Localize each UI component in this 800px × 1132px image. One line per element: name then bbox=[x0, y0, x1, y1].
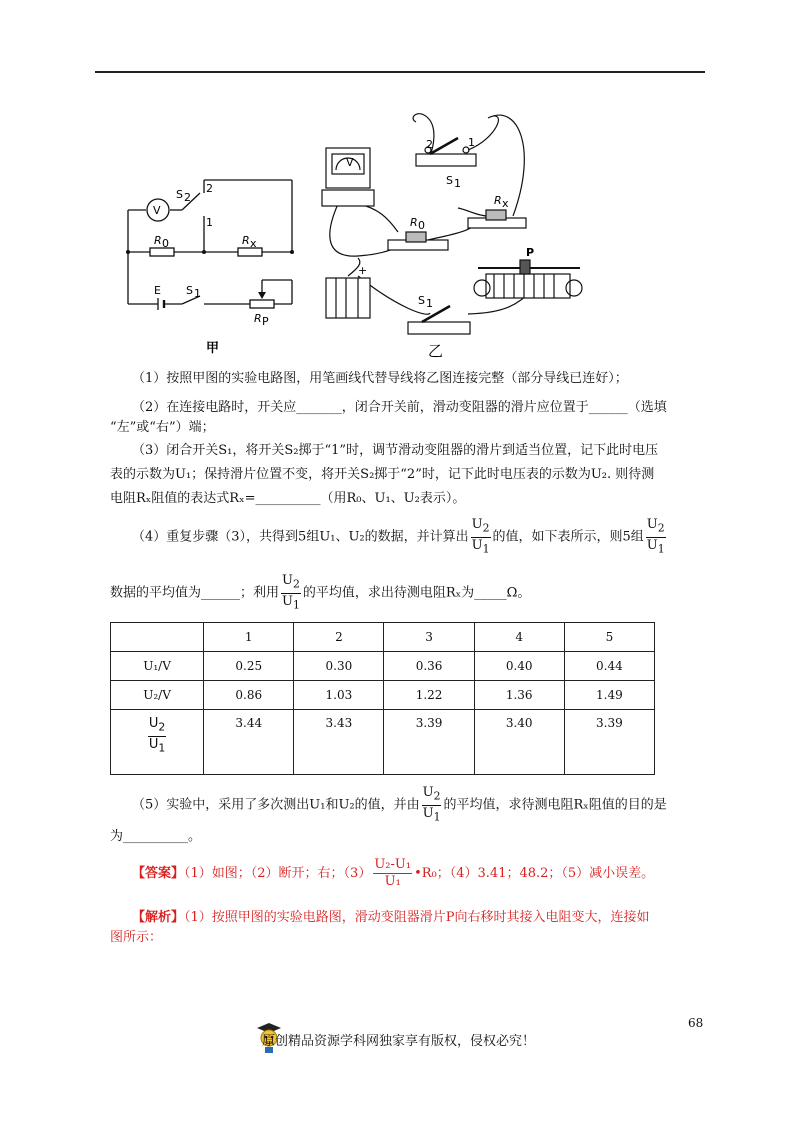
svg-text:1: 1 bbox=[426, 297, 433, 310]
table-cell: 1.22 bbox=[384, 681, 474, 710]
question-2-line2: “左”或“右”）端； bbox=[110, 420, 215, 435]
answer-fraction: $\frac{\text{U₂-U₁}}{\text{U₁}}$ bbox=[374, 857, 412, 889]
svg-text:R: R bbox=[254, 312, 262, 325]
table-cell: 0.86 bbox=[204, 681, 294, 710]
svg-text:E: E bbox=[154, 284, 161, 297]
table-cell: 3.43 bbox=[294, 710, 384, 775]
svg-text:S: S bbox=[176, 188, 183, 201]
svg-text:1: 1 bbox=[206, 216, 213, 229]
svg-text:2: 2 bbox=[206, 182, 213, 195]
table-row-label bbox=[111, 710, 204, 775]
question-1: （1）按照甲图的实验电路图，用笔画线代替导线将乙图连接完整（部分导线已连好）； bbox=[132, 371, 628, 386]
fraction-u2-over-u1: $\frac{U_2}{U_1}$ bbox=[422, 785, 441, 824]
svg-text:1: 1 bbox=[468, 136, 475, 149]
svg-text:R: R bbox=[242, 234, 250, 247]
table-cell: 3.39 bbox=[384, 710, 474, 775]
fraction-u2-over-u1: $\frac{U_2}{U_1}$ bbox=[471, 517, 490, 556]
apparatus-diagram-yi bbox=[318, 108, 590, 363]
question-3-line3: 电阻Rₓ阻值的表达式Rₓ=__________（用R₀、U₁、U₂表示）。 bbox=[110, 491, 466, 506]
table-cell: 0.40 bbox=[474, 652, 564, 681]
page-number: 68 bbox=[688, 1016, 704, 1030]
table-cell: 5 bbox=[564, 623, 654, 652]
question-5-line1: （5）实验中，采用了多次测出U₁和U₂的值，并由 $\frac{U_2}{U_1}$ 的平均值，求待测电阻Rₓ阻值的目的是 bbox=[132, 785, 667, 824]
table-cell: 0.44 bbox=[564, 652, 654, 681]
table-row-label: U₁/V bbox=[111, 652, 204, 681]
table-cell: 3.40 bbox=[474, 710, 564, 775]
analysis-line1: 【解析】（1）按照甲图的实验电路图，滑动变阻器滑片P向右移时其接入电阻变大，连接如 bbox=[132, 910, 650, 925]
svg-text:V: V bbox=[346, 156, 354, 169]
table-header-row bbox=[111, 623, 655, 652]
question-3-line1: （3）闭合开关S₁，将开关S₂掷于“1”时，调节滑动变阻器的滑片到适当位置，记下此时电压 bbox=[132, 443, 659, 458]
svg-text:+: + bbox=[358, 264, 368, 277]
circuit-diagram-jia bbox=[118, 168, 308, 358]
table-row-label: U₂/V bbox=[111, 681, 204, 710]
table-row bbox=[111, 652, 655, 681]
table-cell: 1 bbox=[204, 623, 294, 652]
question-4-line2: 数据的平均值为______；利用 $\frac{U_2}{U_1}$ 的平均值，求出待测电阻Rₓ为_____Ω。 bbox=[110, 573, 531, 612]
svg-text:R: R bbox=[494, 194, 502, 207]
svg-text:S: S bbox=[186, 284, 193, 297]
svg-text:P: P bbox=[526, 246, 535, 259]
question-4-line1: （4）重复步骤（3），共得到5组U₁、U₂的数据，并计算出 $\frac{U_2}{U_1}$ 的值，如下表所示，则5组 $\frac{U_2}{U_1}$ bbox=[132, 517, 665, 556]
analysis-line2: 图所示： bbox=[110, 930, 163, 945]
table-cell: 3.39 bbox=[564, 710, 654, 775]
svg-text:x: x bbox=[250, 237, 257, 250]
svg-text:x: x bbox=[502, 197, 509, 210]
svg-text:V: V bbox=[153, 204, 161, 217]
fraction-u2-over-u1: $\frac{U_2}{U_1}$ bbox=[282, 573, 300, 612]
svg-text:R: R bbox=[410, 216, 418, 229]
question-5-line2: 为__________。 bbox=[110, 829, 202, 844]
table-cell: 1.36 bbox=[474, 681, 564, 710]
table-row bbox=[111, 710, 655, 775]
copyright-footer: 原创精品资源学科网独家享有版权，侵权必究！ bbox=[262, 1034, 536, 1049]
svg-text:乙: 乙 bbox=[428, 342, 444, 360]
svg-text:R: R bbox=[154, 234, 162, 247]
table-cell bbox=[111, 623, 204, 652]
svg-text:0: 0 bbox=[162, 237, 169, 250]
table-cell: 0.30 bbox=[294, 652, 384, 681]
svg-text:1: 1 bbox=[454, 177, 461, 190]
question-3-line2: 表的示数为U₁；保持滑片位置不变，将开关S₂掷于“2”时，记下此时电压表的示数为U₂. 则待测 bbox=[110, 467, 655, 482]
table-cell: 1.49 bbox=[564, 681, 654, 710]
svg-text:P: P bbox=[262, 315, 269, 328]
answer-line: 【答案】（1）如图；（2）断开；右；（3） $\frac{\text{U₂-U₁}}{\text{U₁}}$ •R₀；（4）3.41；48.2；（5）减小误差。 bbox=[132, 857, 655, 889]
svg-text:0: 0 bbox=[418, 219, 425, 232]
table-cell: 1.03 bbox=[294, 681, 384, 710]
svg-text:2: 2 bbox=[426, 138, 433, 151]
fraction-u2-over-u1: $\frac{U_2}{U_1}$ bbox=[646, 517, 665, 556]
table-cell: 3 bbox=[384, 623, 474, 652]
svg-text:1: 1 bbox=[194, 287, 201, 300]
table-cell: 4 bbox=[474, 623, 564, 652]
fraction-u2-over-u1: $\frac{U_2}{U_1}$ bbox=[148, 716, 166, 755]
data-table bbox=[110, 622, 655, 775]
answer-tag: 【答案】 bbox=[132, 866, 185, 881]
analysis-tag: 【解析】 bbox=[132, 910, 185, 925]
svg-text:S: S bbox=[446, 174, 453, 187]
svg-text:S: S bbox=[418, 294, 425, 307]
table-cell: 0.25 bbox=[204, 652, 294, 681]
svg-text:2: 2 bbox=[184, 191, 191, 204]
svg-text:甲: 甲 bbox=[206, 341, 220, 356]
header-rule bbox=[95, 71, 705, 73]
question-2-line1: （2）在连接电路时，开关应_______，闭合开关前，滑动变阻器的滑片应位置于______（选填 bbox=[132, 400, 667, 415]
table-cell: 2 bbox=[294, 623, 384, 652]
table-cell: 3.44 bbox=[204, 710, 294, 775]
table-cell: 0.36 bbox=[384, 652, 474, 681]
table-row bbox=[111, 681, 655, 710]
